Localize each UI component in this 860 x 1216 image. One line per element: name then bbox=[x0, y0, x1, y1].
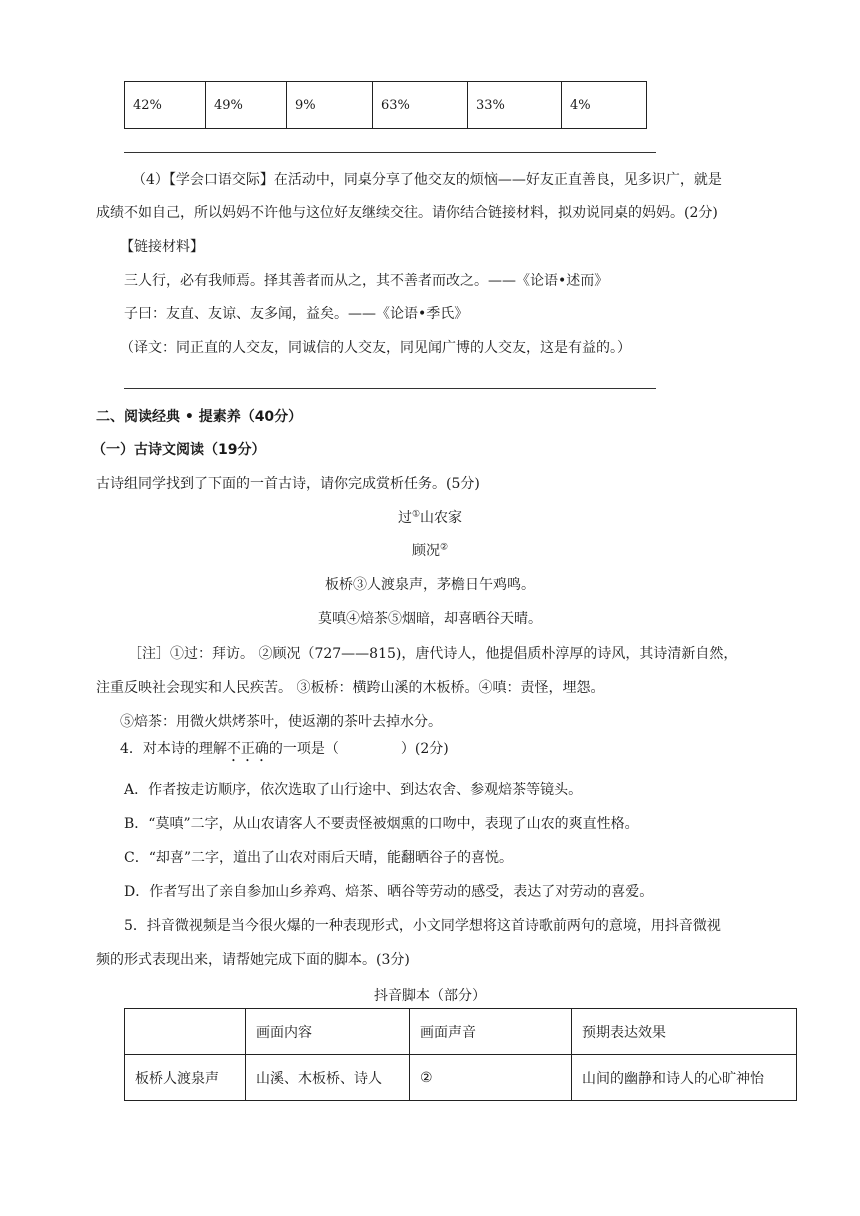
emphasized-text: 不正确 bbox=[226, 741, 269, 757]
option-c[interactable]: C．“却喜”二字，道出了山农对雨后天晴，能翻晒谷子的喜悦。 bbox=[124, 850, 514, 866]
table-header-cell: 画面内容 bbox=[246, 1009, 410, 1055]
poem-line-1: 板桥③人渡泉声，茅檐日午鸡鸣。 bbox=[325, 577, 535, 593]
poem-line-2: 莫嗔④焙茶⑤烟暗，却喜晒谷天晴。 bbox=[318, 611, 542, 627]
table-header-cell: 画面声音 bbox=[410, 1009, 572, 1055]
percentage-table bbox=[124, 81, 647, 129]
section-intro: 古诗组同学找到了下面的一首古诗，请你完成赏析任务。(5分) bbox=[96, 476, 480, 492]
table-cell: 49% bbox=[206, 82, 287, 129]
question-4-stem: 4．对本诗的理解不正确的一项是（ ）(2分) bbox=[120, 741, 449, 757]
answer-cell[interactable]: ② bbox=[410, 1055, 572, 1101]
table-row bbox=[125, 1055, 797, 1101]
section-heading: 二、阅读经典 • 提素养（40分） bbox=[96, 409, 303, 425]
table-header-cell: 预期表达效果 bbox=[572, 1009, 797, 1055]
question-5-line-1: 5．抖音微视频是当今很火爆的一种表现形式，小文同学想将这首诗歌前两句的意境，用抖音微视 bbox=[124, 918, 721, 934]
answer-line[interactable] bbox=[124, 152, 656, 153]
option-b[interactable]: B．“莫嗔”二字，从山农请客人不要责怪被烟熏的口吻中，表现了山农的爽直性格。 bbox=[124, 816, 639, 832]
table-cell: 63% bbox=[373, 82, 468, 129]
option-a[interactable]: A．作者按走访顺序，依次选取了山行途中、到达农舍、参观焙茶等镜头。 bbox=[124, 782, 583, 798]
table-cell: 板桥人渡泉声 bbox=[125, 1055, 246, 1101]
table-row bbox=[125, 82, 647, 129]
note-marker: ② bbox=[439, 542, 449, 553]
notes-line-1: ［注］①过：拜访。 ②顾况（727——815)，唐代诗人，他提倡质朴淳厚的诗风，其诗清新自然， bbox=[128, 646, 738, 662]
option-d[interactable]: D．作者写出了亲自参加山乡养鸡、焙茶、晒谷等劳动的感受，表达了对劳动的喜爱。 bbox=[124, 884, 654, 900]
table-cell: 42% bbox=[125, 82, 206, 129]
table-cell: 山溪、木板桥、诗人 bbox=[246, 1055, 410, 1101]
quote-shu-er: 三人行，必有我师焉。择其善者而从之，其不善者而改之。——《论语•述而》 bbox=[124, 273, 609, 289]
douyin-script-table bbox=[124, 1008, 797, 1101]
sub-section-heading: （一）古诗文阅读（19分） bbox=[92, 442, 266, 458]
q4-oral-line-1: （4）【学会口语交际】在活动中，同桌分享了他交友的烦恼——好友正直善良，见多识广，就是 bbox=[132, 172, 722, 188]
table-cell: 9% bbox=[287, 82, 373, 129]
question-5-line-2: 频的形式表现出来，请帮她完成下面的脚本。(3分) bbox=[96, 952, 410, 968]
link-material-heading: 【链接材料】 bbox=[120, 239, 204, 255]
poem-title: 过①山农家 bbox=[397, 509, 463, 526]
quote-ji-shi: 子曰：友直、友谅、友多闻，益矣。——《论语•季氏》 bbox=[124, 306, 469, 322]
table-cell: 4% bbox=[562, 82, 647, 129]
q4-oral-line-2: 成绩不如自己，所以妈妈不许他与这位好友继续交往。请你结合链接材料，拟劝说同桌的妈妈。(2分) bbox=[96, 205, 718, 221]
notes-line-3: ⑤焙茶：用微火烘烤茶叶，使返潮的茶叶去掉水分。 bbox=[120, 714, 442, 730]
poem-author: 顾况② bbox=[411, 542, 449, 559]
script-table-caption: 抖音脚本（部分） bbox=[374, 988, 486, 1004]
table-cell: 33% bbox=[468, 82, 562, 129]
table-cell: 山间的幽静和诗人的心旷神怡 bbox=[572, 1055, 797, 1101]
notes-line-2: 注重反映社会现实和人民疾苦。 ③板桥：横跨山溪的木板桥。④嗔：责怪，埋怨。 bbox=[96, 680, 605, 696]
table-header-row bbox=[125, 1009, 797, 1055]
note-marker: ① bbox=[411, 509, 421, 520]
answer-line[interactable] bbox=[124, 388, 656, 389]
table-header-cell bbox=[125, 1009, 246, 1055]
quote-translation: （译文：同正直的人交友，同诚信的人交友，同见闻广博的人交友，这是有益的。） bbox=[120, 340, 631, 356]
